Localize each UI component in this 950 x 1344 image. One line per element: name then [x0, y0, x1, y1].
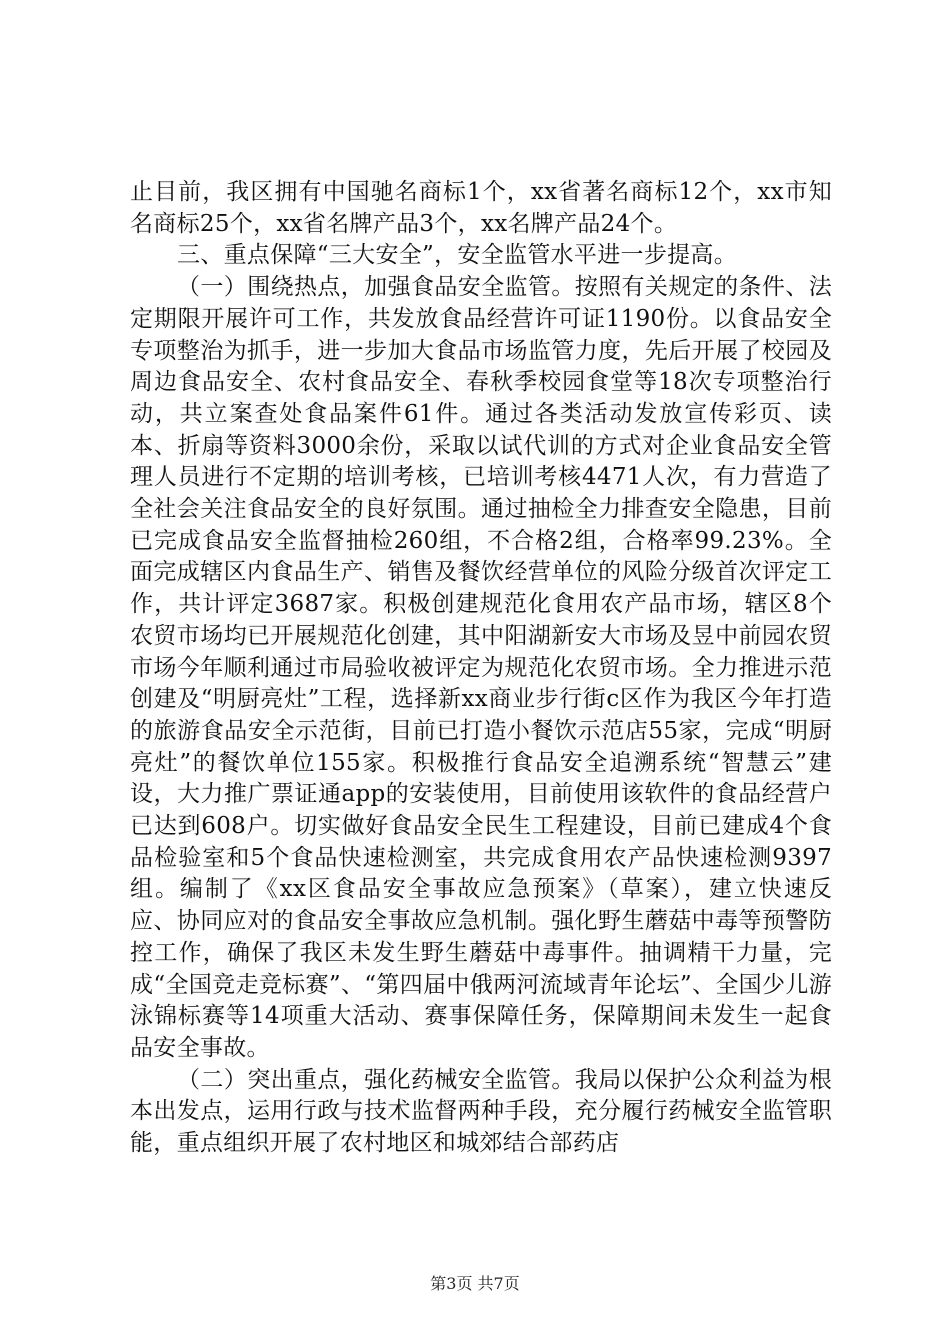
- paragraph-food-safety: （一）围绕热点，加强食品安全监管。按照有关规定的条件、法定期限开展许可工作，共发放食品经营许可证1190份。以食品安全专项整治为抓手，进一步加大食品市场监管力度，先后开展了校园及周边食品安全、农村食品安全、春秋季校园食堂等18次专项整治行动，共立案查处食品案件61件。通过各类活动发放宣传彩页、读本、折扇等资料3000余份，采取以试代训的方式对企业食品安全管理人员进行不定期的培训考核，已培训考核4471人次，有力营造了全社会关注食品安全的良好氛围。通过抽检全力排查安全隐患，目前已完成食品安全监督抽检260组，不合格2组，合格率99.23%。全面完成辖区内食品生产、销售及餐饮经营单位的风险分级首次评定工作，共计评定3687家。积极创建规范化食用农产品市场，辖区8个农贸市场均已开展规范化创建，其中阳湖新安大市场及昱中前园农贸市场今年顺利通过市局验收被评定为规范化农贸市场。全力推进示范创建及“明厨亮灶”工程，选择新xx商业步行街c区作为我区今年打造的旅游食品安全示范街，目前已打造小餐饮示范店55家，完成“明厨亮灶”的餐饮单位155家。积极推行食品安全追溯系统“智慧云”建设，大力推广票证通app的安装使用，目前使用该软件的食品经营户已达到608户。切实做好食品安全民生工程建设，目前已建成4个食品检验室和5个食品快速检测室，共完成食用农产品快速检测9397组。编制了《xx区食品安全事故应急预案》（草案），建立快速反应、协同应对的食品安全事故应急机制。强化野生蘑菇中毒等预警防控工作，确保了我区未发生野生蘑菇中毒事件。抽调精干力量，完成“全国竞走竞标赛”、“第四届中俄两河流域青年论坛”、全国少儿游泳锦标赛等14项重大活动、赛事保障任务，保障期间未发生一起食品安全事故。: [130, 274, 832, 1061]
- page-footer: [0, 1271, 950, 1294]
- section-heading-three: 三、重点保障“三大安全”，安全监管水平进一步提高。: [177, 242, 738, 269]
- document-body: [130, 177, 832, 1160]
- page-number: 第3页 共7页: [430, 1274, 520, 1293]
- paragraph-continuation: 止目前，我区拥有中国驰名商标1个，xx省著名商标12个，xx市知名商标25个，xx省名牌产品3个，xx名牌产品24个。: [130, 179, 832, 237]
- paragraph-drug-safety: （二）突出重点，强化药械安全监管。我局以保护公众利益为根本出发点，运用行政与技术监督两种手段，充分履行药械安全监管职能，重点组织开展了农村地区和城郊结合部药店: [130, 1066, 832, 1157]
